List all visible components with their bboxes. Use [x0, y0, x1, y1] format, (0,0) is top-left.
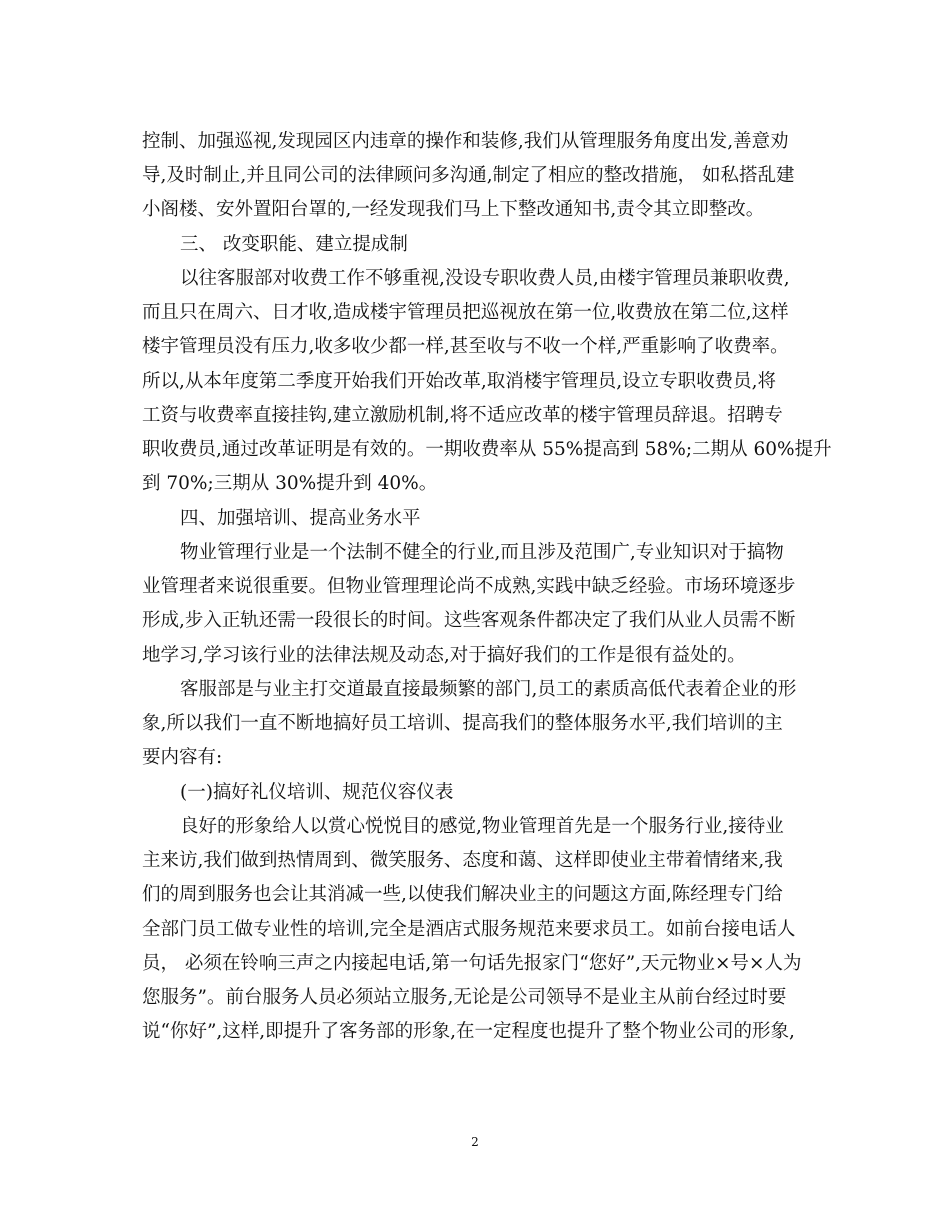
section-heading: (一)搞好礼仪培训、规范仪容仪表 [180, 782, 454, 803]
text-line: 良好的形象给人以赏心悦悦目的感觉,物业管理首先是一个服务行业,接待业 [180, 816, 784, 837]
text-line: 业管理者来说很重要。但物业管理理论尚不成熟,实践中缺乏经验。市场环境逐步 [142, 576, 796, 597]
text-line: 说“你好”,这样,即提升了客务部的形象,在一定程度也提升了整个物业公司的形象, [142, 1021, 795, 1042]
text-line: 职收费员,通过改革证明是有效的。一期收费率从 55%提高到 58%;二期从 60%提升 [142, 439, 832, 460]
text-line: 形成,步入正轨还需一段很长的时间。这些客观条件都决定了我们从业人员需不断 [142, 610, 796, 631]
text-line: 象,所以我们一直不断地搞好员工培训、提高我们的整体服务水平,我们培训的主 [142, 713, 783, 734]
text-line: 导,及时制止,并且同公司的法律顾问多沟通,制定了相应的整改措施， 如私搭乱建 [142, 165, 795, 186]
text-line: 地学习,学习该行业的法律法规及动态,对于搞好我们的工作是很有益处的。 [142, 645, 746, 666]
text-line: 要内容有: [142, 747, 223, 768]
text-line: 您服务”。前台服务人员必须站立服务,无论是公司领导不是业主从前台经过时要 [142, 987, 787, 1008]
text-line: 们的周到服务也会让其消减一些,以使我们解决业主的问题这方面,陈经理专门给 [142, 884, 783, 905]
text-line: 主来访,我们做到热情周到、微笑服务、态度和蔼、这样即使业主带着情绪来,我 [142, 850, 783, 871]
text-line: 楼宇管理员没有压力,收多收少都一样,甚至收与不收一个样,严重影响了收费率。 [142, 336, 789, 357]
section-heading: 四、加强培训、提高业务水平 [180, 508, 421, 529]
text-line: 工资与收费率直接挂钩,建立激励机制,将不适应改革的楼宇管理员辞退。招聘专 [142, 405, 783, 426]
section-heading: 三、 改变职能、建立提成制 [180, 234, 408, 255]
page-number: 2 [471, 1135, 479, 1149]
text-line: 以往客服部对收费工作不够重视,没设专职收费人员,由楼宇管理员兼职收费, [180, 268, 790, 289]
text-line: 客服部是与业主打交道最直接最频繁的部门,员工的素质高低代表着企业的形 [180, 679, 797, 700]
text-line: 到 70%;三期从 30%提升到 40%。 [142, 473, 438, 494]
text-line: 全部门员工做专业性的培训,完全是酒店式服务规范来要求员工。如前台接电话人 [142, 919, 796, 940]
text-line: 控制、加强巡视,发现园区内违章的操作和装修,我们从管理服务角度出发,善意劝 [142, 131, 789, 152]
text-line: 而且只在周六、日才收,造成楼宇管理员把巡视放在第一位,收费放在第二位,这样 [142, 302, 789, 323]
text-line: 员， 必须在铃响三声之内接起电话,第一句话先报家门“您好”,天元物业×号×人为 [142, 953, 802, 974]
text-line: 物业管理行业是一个法制不健全的行业,而且涉及范围广,专业知识对于搞物 [180, 542, 784, 563]
text-line: 小阁楼、安外置阳台罩的,一经发现我们马上下整改通知书,责令其立即整改。 [142, 199, 765, 220]
text-line: 所以,从本年度第二季度开始我们开始改革,取消楼宇管理员,设立专职收费员,将 [142, 371, 777, 392]
